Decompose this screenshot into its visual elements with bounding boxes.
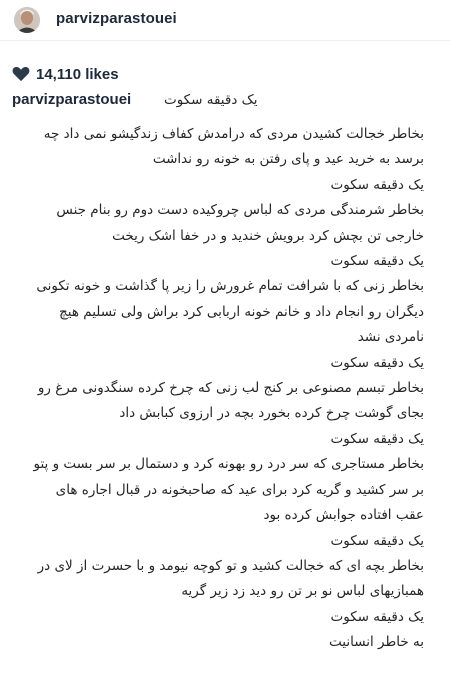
- post-header: [0, 0, 450, 41]
- caption-line: یک دقیقه سکوت: [330, 430, 424, 447]
- caption-line: بخاطر تبسم مصنوعی بر کنج لب زنی که چرخ کرده سنگدونی مرغ رو: [37, 380, 424, 397]
- likes-count[interactable]: 14,110 likes: [36, 65, 119, 83]
- caption-line: همبازیهای لباس نو بر تن رو دید زد زیر گریه: [181, 583, 424, 600]
- caption-line: بجای گوشت چرخ کرده بخورد بچه در ارزوی کبابش داد: [119, 405, 424, 422]
- caption-line: بخاطر بچه ای که خجالت کشید و تو کوچه نیومد و با حسرت از لای در: [37, 557, 424, 574]
- caption-line: بخاطر خجالت کشیدن مردی که درامدش کفاف زندگیشو نمی داد چه: [43, 126, 424, 142]
- likes-row: [12, 64, 119, 84]
- caption-line: بر سر کشید و گریه کرد برای عید که صاحبخونه در قبال اجاره های: [55, 481, 424, 498]
- caption-line: یک دقیقه سکوت: [330, 176, 424, 193]
- caption-line: خارجی تن بچش کرد برویش خندید و در خفا اشک ریخت: [112, 227, 424, 244]
- caption-line: بخاطر مستاجری که سر درد رو بهونه کرد و دستمال بر سر بست و پتو: [33, 456, 424, 473]
- caption-line: برسد به خرید عید و پای رفتن به خونه رو نداشت: [152, 151, 424, 168]
- caption-line: به خاطر انسانیت: [329, 634, 424, 651]
- caption-first-line: یک دقیقه سکوت: [164, 92, 258, 108]
- caption-line: بخاطر زنی که با شرافت تمام غرورش را زیر پا گذاشت و خونه تکونی: [36, 278, 424, 295]
- heart-icon: [12, 66, 30, 82]
- caption-line: دیگران رو انجام داد و خانم خونه اربابی کرد براش ولی تسلیم هیچ: [59, 303, 424, 320]
- caption-line: یک دقیقه سکوت: [330, 354, 424, 371]
- caption-line: عقب افتاده جوابش کرده بود: [263, 507, 424, 524]
- caption-line: یک دقیقه سکوت: [330, 253, 424, 270]
- caption-username[interactable]: parvizparastouei: [12, 91, 132, 108]
- caption-line: نامردی نشد: [357, 329, 424, 346]
- profile-photo: [14, 7, 40, 33]
- username[interactable]: parvizparastouei: [56, 10, 177, 27]
- caption-body: [12, 122, 424, 656]
- caption-line: یک دقیقه سکوت: [330, 532, 424, 549]
- caption-header: [12, 91, 438, 111]
- caption-line: یک دقیقه سکوت: [330, 608, 424, 625]
- avatar[interactable]: [14, 7, 40, 33]
- caption-line: بخاطر شرمندگی مردی که لباس چروکیده دست دوم رو بنام جنس: [56, 202, 424, 219]
